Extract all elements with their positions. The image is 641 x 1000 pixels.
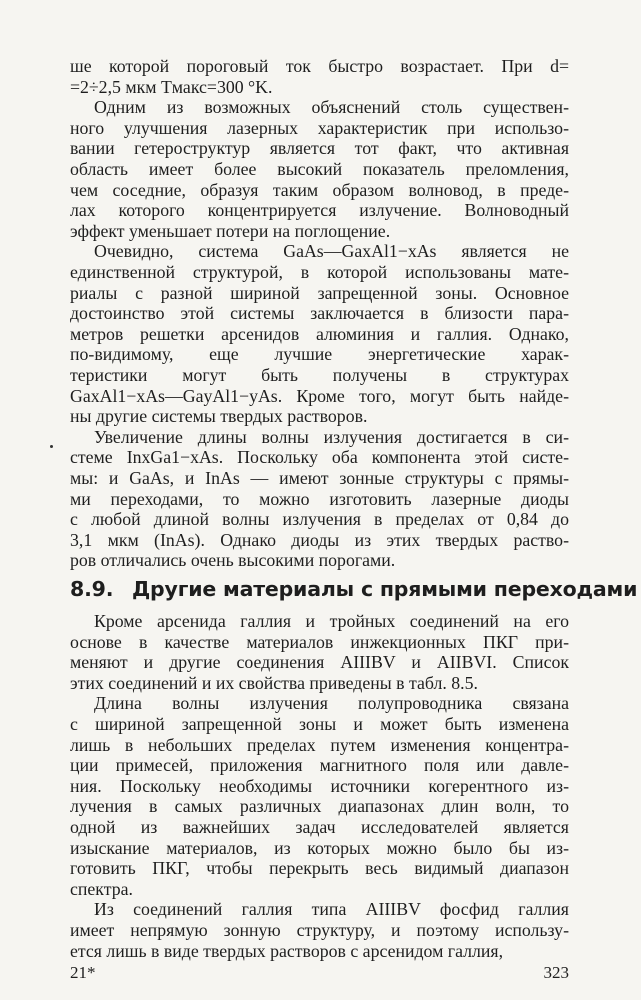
text-line: =2÷2,5 мкм Tмакс=300 °K. (70, 76, 273, 97)
text-line: вании гетероструктур является тот факт, что активная (70, 138, 569, 159)
text-line: ется лишь в виде твердых растворов с арсенидом галлия, (70, 940, 504, 961)
text-line: стеме InxGa1−xAs. Поскольку оба компонента этой систе- (70, 447, 569, 468)
text-line: ния. Поскольку необходимы источники когерентного из- (70, 775, 569, 796)
section-title: Другие материалы с прямыми переходами (132, 577, 638, 601)
text-line: ров отличались очень высокими порогами. (70, 550, 396, 571)
text-line: по-видимому, еще лучшие энергетические харак- (70, 344, 569, 365)
text-line: основе в качестве материалов инжекционных ПКГ при- (70, 631, 569, 652)
text-line: Очевидно, система GaAs—GaxAl1−xAs является не (94, 241, 569, 262)
text-line: лишь в небольших пределах путем изменения концентра- (70, 734, 569, 755)
print-speck (50, 445, 53, 448)
text-line: область имеет более высокий показатель преломления, (70, 159, 569, 179)
text-line: эффект уменьшает потери на поглощение. (70, 220, 391, 241)
section-heading (70, 577, 638, 601)
text-line: ше которой пороговый ток быстро возрастает. При d= (70, 56, 569, 76)
text-line: лучения в самых различных диапазонах длин волн, то (70, 796, 569, 817)
text-line: одной из важнейших задач исследователей является (70, 817, 569, 837)
text-line: готовить ПКГ, чтобы перекрыть весь видимый диапазон (70, 858, 569, 879)
signature-mark: 21* (70, 963, 96, 983)
text-line: Кроме арсенида галлия и тройных соединений на его (94, 611, 569, 631)
text-line: 3,1 мкм (InAs). Однако диоды из этих твердых раство- (70, 529, 569, 550)
text-line: ми переходами, то можно изготовить лазерные диоды (70, 488, 569, 509)
text-line: с шириной запрещенной зоны и может быть изменена (70, 714, 569, 734)
text-line: ны другие системы твердых растворов. (70, 406, 368, 427)
text-line: лах которого концентрируется излучение. Волноводный (70, 200, 569, 221)
text-line: ного улучшения лазерных характеристик при использо- (70, 117, 569, 138)
text-line: теристики могут быть получены в структурах (70, 365, 569, 385)
page-number: 323 (543, 963, 569, 983)
text-line: меняют и другие соединения AIIIBV и AIIBVI. Список (70, 652, 569, 673)
text-line: мы: и GaAs, и InAs — имеют зонные структуры с прямы- (70, 468, 569, 488)
section-number: 8.9. (70, 577, 114, 601)
text-line: метров решетки арсенидов алюминия и галлия. Однако, (70, 323, 569, 344)
text-line: GaxAl1−xAs—GayAl1−yAs. Кроме того, могут быть найде- (70, 385, 569, 406)
text-line: риалы с разной шириной запрещенной зоны. Основное (70, 282, 569, 303)
text-line: с любой длиной волны излучения в пределах от 0,84 до (70, 509, 569, 530)
text-line: спектра. (70, 878, 133, 899)
text-line: имеет непрямую зонную структуру, и поэтому использу- (70, 920, 569, 940)
text-line: достоинство этой системы заключается в близости пара- (70, 303, 569, 324)
text-line: Увеличение длины волны излучения достигается в си- (94, 426, 569, 447)
text-line: Из соединений галлия типа AIIIBV фосфид галлия (94, 899, 569, 920)
text-line: изыскание материалов, из которых можно было бы из- (70, 837, 569, 858)
text-line: единственной структурой, в которой использованы мате- (70, 262, 569, 282)
text-line: ции примесей, приложения магнитного поля или давле- (70, 755, 569, 776)
text-line: этих соединений и их свойства приведены в табл. 8.5. (70, 672, 478, 693)
text-line: Одним из возможных объяснений столь существен- (94, 97, 569, 118)
text-line: чем соседние, образуя таким образом волновод, в преде- (70, 179, 569, 200)
text-line: Длина волны излучения полупроводника связана (94, 693, 569, 714)
